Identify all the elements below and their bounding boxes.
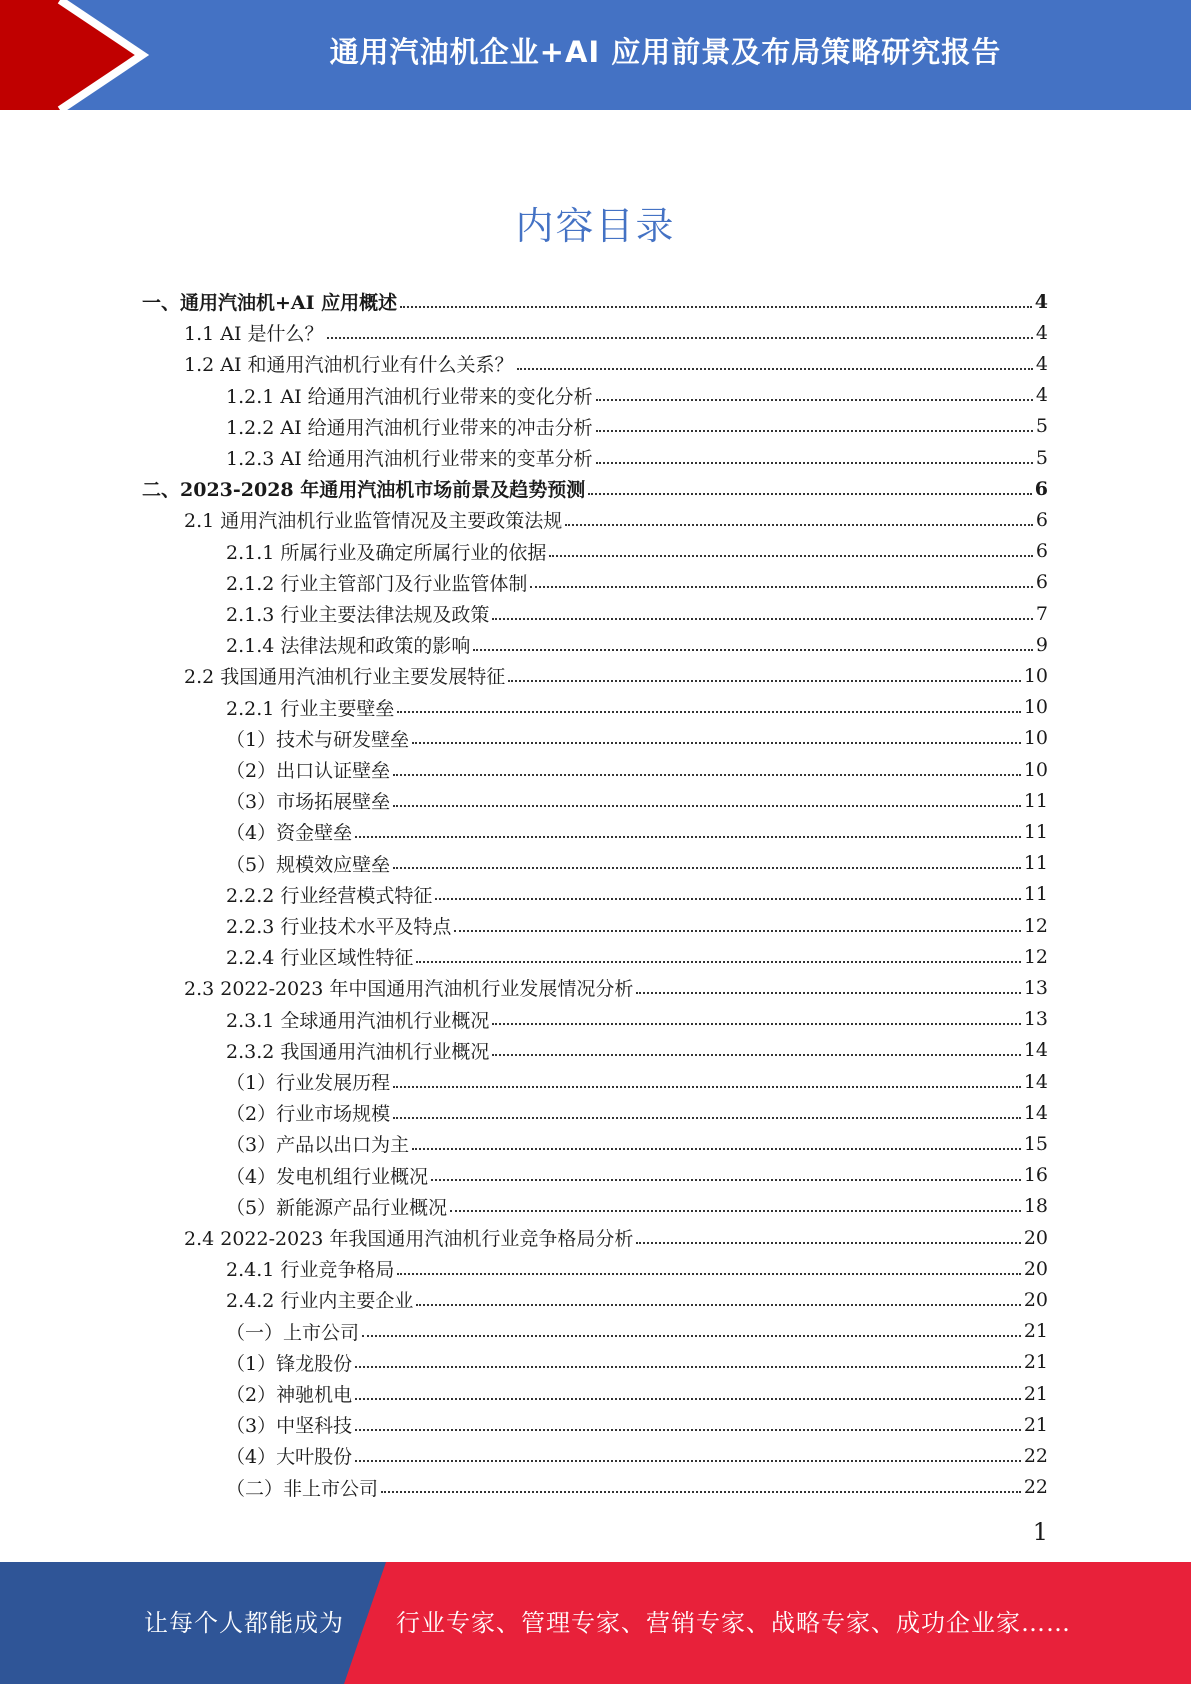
toc-entry-page: 4	[1035, 384, 1048, 407]
toc-entry-label: （1）锋龙股份	[226, 1352, 353, 1375]
footer-slogan-left: 让每个人都能成为	[144, 1608, 344, 1637]
toc-entry[interactable]	[226, 1004, 1048, 1035]
toc-dot-leader	[492, 1054, 1020, 1056]
toc-dot-leader	[362, 1335, 1021, 1337]
toc-entry[interactable]	[226, 1378, 1048, 1409]
toc-dot-leader	[508, 680, 1021, 682]
toc-entry-label: （1）行业发展历程	[226, 1072, 391, 1094]
page-number: 1	[1032, 1518, 1048, 1546]
toc-entry[interactable]	[184, 348, 1048, 379]
toc-dot-leader	[596, 399, 1033, 401]
toc-entry-label: 一、通用汽油机+AI 应用概述	[142, 292, 398, 314]
toc-entry-page: 12	[1023, 945, 1048, 968]
toc-entry[interactable]	[226, 598, 1048, 629]
toc-entry-label: （1）技术与研发壁垒	[226, 728, 410, 751]
toc-entry-page: 4	[1035, 352, 1048, 375]
toc-entry-page: 21	[1023, 1382, 1048, 1405]
toc-dot-leader	[397, 1273, 1020, 1275]
toc-entry-page: 13	[1023, 976, 1048, 999]
toc-entry-label: 2.1 通用汽油机行业监管情况及主要政策法规	[184, 510, 563, 533]
toc-entry[interactable]	[226, 941, 1048, 972]
toc-entry-page: 11	[1023, 789, 1048, 812]
toc-entry-label: 2.3.2 我国通用汽油机行业概况	[226, 1040, 490, 1063]
toc-entry[interactable]	[226, 879, 1048, 910]
toc-entry-page: 22	[1023, 1476, 1048, 1499]
toc-entry-label: 二、2023-2028 年通用汽油机市场前景及趋势预测	[142, 479, 586, 502]
toc-entry-label: 1.2.3 AI 给通用汽油机行业带来的变革分析	[226, 448, 593, 470]
toc-entry[interactable]	[226, 411, 1048, 442]
toc-entry-label: 2.2.2 行业经营模式特征	[226, 884, 433, 907]
toc-dot-leader	[355, 1366, 1021, 1368]
toc-entry-label: 2.4.1 行业竞争格局	[226, 1259, 395, 1282]
toc-entry-label: （3）中坚科技	[226, 1415, 353, 1438]
toc-entry-page: 10	[1023, 758, 1048, 781]
toc-dot-leader	[517, 368, 1033, 370]
toc-entry[interactable]	[226, 816, 1048, 847]
toc-entry-label: 2.3.1 全球通用汽油机行业概况	[226, 1009, 490, 1032]
toc-dot-leader	[393, 1117, 1021, 1119]
toc-entry[interactable]	[226, 723, 1048, 754]
toc-entry-label: 2.1.1 所属行业及确定所属行业的依据	[226, 541, 547, 564]
toc-entry-page: 12	[1023, 914, 1048, 937]
toc-entry[interactable]	[184, 1222, 1048, 1253]
toc-entry[interactable]	[184, 504, 1048, 535]
toc-dot-leader	[565, 524, 1033, 526]
toc-entry-page: 20	[1023, 1288, 1048, 1311]
toc-dot-leader	[492, 1023, 1020, 1025]
toc-heading: 内容目录	[515, 204, 676, 248]
toc-entry[interactable]	[226, 785, 1048, 816]
toc-dot-leader	[416, 1304, 1020, 1306]
toc-entry[interactable]	[226, 536, 1048, 567]
toc-entry-label: （3）产品以出口为主	[226, 1134, 410, 1157]
toc-entry[interactable]	[142, 286, 1048, 317]
toc-entry-page: 18	[1023, 1195, 1048, 1218]
toc-entry-label: 2.3 2022-2023 年中国通用汽油机行业发展情况分析	[184, 978, 634, 1001]
toc-dot-leader	[397, 711, 1020, 713]
toc-entry-label: 2.2 我国通用汽油机行业主要发展特征	[184, 666, 506, 689]
toc-entry-page: 21	[1023, 1320, 1048, 1343]
toc-entry-page: 6	[1035, 508, 1048, 531]
toc-entry-page: 11	[1023, 852, 1048, 875]
toc-dot-leader	[530, 586, 1033, 588]
toc-dot-leader	[412, 742, 1021, 744]
toc-dot-leader	[381, 1491, 1021, 1493]
toc-entry[interactable]	[226, 910, 1048, 941]
toc-entry-label: 1.2 AI 和通用汽油机行业有什么关系？	[184, 354, 514, 377]
toc-entry-label: （5）新能源产品行业概况	[226, 1196, 448, 1219]
toc-entry-page: 6	[1035, 540, 1048, 563]
toc-dot-leader	[393, 774, 1021, 776]
toc-entry[interactable]	[226, 442, 1048, 473]
toc-entry-page: 9	[1035, 633, 1048, 656]
toc-entry-page: 11	[1023, 820, 1048, 843]
toc-dot-leader	[549, 555, 1033, 557]
toc-entry[interactable]	[226, 1191, 1048, 1222]
toc-dot-leader	[588, 493, 1032, 495]
toc-entry[interactable]	[226, 1253, 1048, 1284]
toc-entry-label: 1.2.1 AI 给通用汽油机行业带来的变化分析	[226, 385, 593, 408]
toc-dot-leader	[355, 1429, 1021, 1431]
toc-dot-leader	[492, 618, 1033, 620]
toc-entry-label: （5）规模效应壁垒	[226, 853, 391, 876]
toc-entry-page: 7	[1035, 602, 1048, 625]
toc-dot-leader	[393, 805, 1021, 807]
toc-entry-label: （二）非上市公司	[226, 1477, 379, 1500]
toc-entry-page: 6	[1034, 477, 1048, 500]
toc-entry[interactable]	[226, 1316, 1048, 1347]
toc-dot-leader	[393, 1086, 1021, 1088]
toc-dot-leader	[596, 462, 1033, 464]
report-title: 通用汽油机企业+AI 应用前景及布局策略研究报告	[329, 34, 1002, 69]
toc-entry[interactable]	[226, 1160, 1048, 1191]
toc-entry[interactable]	[226, 1440, 1048, 1471]
toc-entry-page: 20	[1023, 1257, 1048, 1280]
toc-entry[interactable]	[226, 567, 1048, 598]
toc-entry[interactable]	[226, 1097, 1048, 1128]
toc-entry-label: 2.4 2022-2023 年我国通用汽油机行业竞争格局分析	[184, 1228, 634, 1250]
toc-entry-page: 16	[1023, 1164, 1048, 1187]
toc-entry-page: 11	[1023, 883, 1048, 906]
toc-entry[interactable]	[226, 629, 1048, 660]
toc-entry-page: 13	[1023, 1008, 1048, 1031]
toc-entry[interactable]	[142, 473, 1048, 504]
toc-entry[interactable]	[226, 754, 1048, 785]
toc-dot-leader	[435, 898, 1020, 900]
toc-entry-label: （一）上市公司	[226, 1321, 360, 1344]
toc-entry[interactable]	[184, 660, 1048, 691]
toc-entry-label: 2.2.3 行业技术水平及特点	[226, 916, 452, 938]
toc-entry-label: 2.2.1 行业主要壁垒	[226, 697, 395, 720]
toc-entry-label: 2.4.2 行业内主要企业	[226, 1290, 414, 1313]
toc-dot-leader	[355, 1398, 1021, 1400]
toc-entry-page: 14	[1023, 1070, 1048, 1093]
toc-entry[interactable]	[184, 317, 1048, 348]
toc-dot-leader	[393, 867, 1021, 869]
toc-dot-leader	[400, 306, 1032, 308]
toc-entry-page: 5	[1035, 446, 1048, 469]
toc-entry[interactable]	[226, 1284, 1048, 1315]
toc-dot-leader	[473, 649, 1033, 651]
toc-entry[interactable]	[226, 1347, 1048, 1378]
toc-entry-label: 2.1.2 行业主管部门及行业监管体制	[226, 572, 528, 595]
toc-entry[interactable]	[226, 848, 1048, 879]
toc-entry-page: 22	[1023, 1444, 1048, 1467]
toc-entry[interactable]	[226, 1035, 1048, 1066]
toc-dot-leader	[450, 1210, 1021, 1212]
toc-entry-label: （2）行业市场规模	[226, 1103, 391, 1126]
toc-dot-leader	[327, 337, 1033, 339]
toc-entry-label: 2.1.3 行业主要法律法规及政策	[226, 604, 490, 626]
toc-dot-leader	[355, 1460, 1021, 1462]
toc-entry-page: 10	[1023, 696, 1048, 719]
toc-entry-page: 20	[1023, 1226, 1048, 1249]
toc-entry[interactable]	[226, 1472, 1048, 1503]
toc-entry-page: 10	[1023, 727, 1048, 750]
toc-entry-page: 21	[1023, 1351, 1048, 1374]
toc-entry-label: 2.2.4 行业区域性特征	[226, 947, 414, 970]
toc-entry-page: 4	[1034, 290, 1048, 313]
toc-dot-leader	[596, 430, 1033, 432]
header-bar	[0, 0, 1191, 110]
toc-entry-page: 6	[1035, 571, 1048, 594]
toc-entry-label: （3）市场拓展壁垒	[226, 791, 391, 814]
toc-entry-label: 1.2.2 AI 给通用汽油机行业带来的冲击分析	[226, 416, 593, 439]
toc-entry-label: （4）资金壁垒	[226, 822, 353, 845]
toc-dot-leader	[636, 992, 1020, 994]
toc-dot-leader	[412, 1148, 1021, 1150]
toc-entry[interactable]	[226, 1409, 1048, 1440]
toc-entry[interactable]	[226, 1128, 1048, 1159]
toc-entry-page: 14	[1023, 1039, 1048, 1062]
toc-dot-leader	[636, 1242, 1020, 1244]
toc-dot-leader	[416, 961, 1020, 963]
toc-entry-page: 4	[1035, 321, 1048, 344]
toc-entry[interactable]	[184, 972, 1048, 1003]
toc-entry[interactable]	[226, 380, 1048, 411]
toc-entry-page: 21	[1023, 1413, 1048, 1436]
toc-entry-label: （2）神驰机电	[226, 1384, 353, 1406]
toc-entry-label: 1.1 AI 是什么？	[184, 323, 324, 346]
toc-entry[interactable]	[226, 692, 1048, 723]
toc-entry-page: 15	[1023, 1132, 1048, 1155]
toc-entry-label: （4）发电机组行业概况	[226, 1165, 429, 1188]
footer-slogan-right: 行业专家、管理专家、营销专家、战略专家、成功企业家……	[396, 1608, 1071, 1637]
toc-dot-leader	[355, 836, 1021, 838]
toc-entry-label: （4）大叶股份	[226, 1446, 353, 1469]
toc-dot-leader	[431, 1179, 1021, 1181]
toc-dot-leader	[454, 930, 1020, 932]
toc-entry-label: 2.1.4 法律法规和政策的影响	[226, 635, 471, 658]
toc-entry-page: 5	[1035, 415, 1048, 438]
toc-entry[interactable]	[226, 1066, 1048, 1097]
toc-entry-label: （2）出口认证壁垒	[226, 760, 391, 782]
toc-entry-page: 10	[1023, 664, 1048, 687]
toc-entry-page: 14	[1023, 1101, 1048, 1124]
